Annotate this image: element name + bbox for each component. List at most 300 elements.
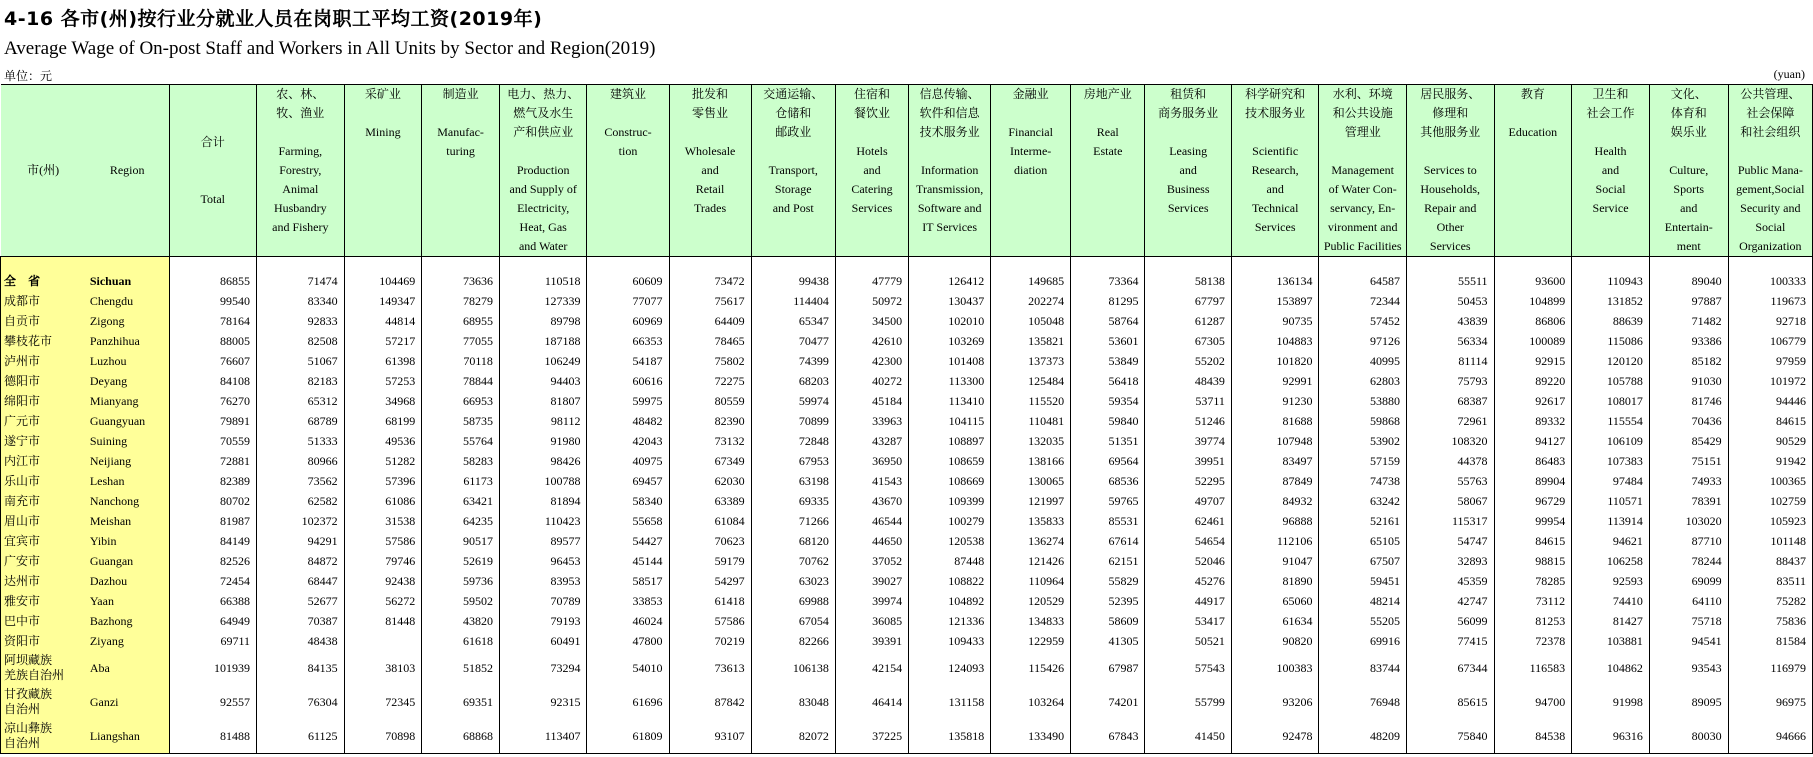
wage-value-cell: 101820 [1231, 351, 1319, 371]
wage-value-cell: 89577 [499, 531, 587, 551]
wage-value-cell: 80030 [1649, 719, 1728, 754]
header-label-cn: 文化、 体育和 娱乐业 [1670, 87, 1707, 139]
wage-value-cell: 63421 [422, 491, 500, 511]
wage-value-cell: 103881 [1572, 631, 1650, 651]
wage-value-cell: 115317 [1406, 511, 1494, 531]
wage-value-cell: 51333 [257, 431, 345, 451]
region-name-cell: Guangan [86, 551, 169, 571]
wage-value-cell: 87842 [669, 685, 751, 719]
wage-value-cell: 75718 [1649, 611, 1728, 631]
wage-value-cell: 125484 [991, 371, 1071, 391]
wage-value-cell: 77077 [587, 291, 669, 311]
wage-value-cell: 57452 [1319, 311, 1407, 331]
wage-value-cell: 70559 [169, 431, 257, 451]
header-label-cn: 农、林、 牧、渔业 [276, 87, 325, 120]
wage-value-cell: 77415 [1406, 631, 1494, 651]
wage-value-cell: 51282 [344, 451, 422, 471]
wage-value-cell: 62461 [1145, 511, 1231, 531]
wage-value-cell: 74201 [1071, 685, 1145, 719]
wage-value-cell: 55763 [1406, 471, 1494, 491]
region-name-cell: Dazhou [86, 571, 169, 591]
wage-value-cell: 106258 [1572, 551, 1650, 571]
wage-value-cell: 67987 [1071, 651, 1145, 685]
wage-value-cell: 69335 [751, 491, 835, 511]
wage-value-cell: 100365 [1728, 471, 1812, 491]
wage-value-cell: 103269 [909, 331, 991, 351]
wage-value-cell: 57586 [669, 611, 751, 631]
region-name-cell: Panzhihua [86, 331, 169, 351]
wage-value-cell: 68199 [344, 411, 422, 431]
wage-value-cell: 41305 [1071, 631, 1145, 651]
wage-value-cell: 79746 [344, 551, 422, 571]
wage-value-cell: 68868 [422, 719, 500, 754]
wage-value-cell: 100279 [909, 511, 991, 531]
wage-value-cell: 36950 [835, 451, 908, 471]
wage-value-cell: 46024 [587, 611, 669, 631]
wage-value-cell: 67797 [1145, 291, 1231, 311]
wage-value-cell: 135833 [991, 511, 1071, 531]
header-label-en: Services to Households, Repair and Other Services [1420, 163, 1481, 253]
wage-value-cell: 104892 [909, 591, 991, 611]
wage-value-cell: 44814 [344, 311, 422, 331]
wage-value-cell: 83511 [1728, 571, 1812, 591]
wage-value-cell: 92557 [169, 685, 257, 719]
region-name-cell: Yaan [86, 591, 169, 611]
wage-value-cell: 91030 [1649, 371, 1728, 391]
wage-value-cell: 64949 [169, 611, 257, 631]
wage-value-cell: 105923 [1728, 511, 1812, 531]
header-label-cn: 建筑业 [609, 87, 646, 101]
wage-value-cell: 78285 [1494, 571, 1572, 591]
wage-value-cell: 40272 [835, 371, 908, 391]
wage-value-cell: 72881 [169, 451, 257, 471]
wage-value-cell: 34968 [344, 391, 422, 411]
wage-value-cell: 106138 [751, 651, 835, 685]
wage-value-cell: 96888 [1231, 511, 1319, 531]
wage-value-cell: 93600 [1494, 271, 1572, 291]
wage-value-cell: 33963 [835, 411, 908, 431]
wage-value-cell: 54427 [587, 531, 669, 551]
wage-value-cell: 100089 [1494, 331, 1572, 351]
wage-value-cell: 70898 [344, 719, 422, 754]
wage-value-cell: 96729 [1494, 491, 1572, 511]
wage-value-cell: 83744 [1319, 651, 1407, 685]
wage-value-cell: 39951 [1145, 451, 1231, 471]
spacer-cell [1145, 257, 1231, 272]
wage-value-cell: 94127 [1494, 431, 1572, 451]
wage-value-cell: 70899 [751, 411, 835, 431]
wage-value-cell: 70219 [669, 631, 751, 651]
wage-value-cell: 80559 [669, 391, 751, 411]
wage-value-cell: 81894 [499, 491, 587, 511]
header-label-en: Production and Supply of Electricity, Heat, Gas and Water [509, 163, 577, 253]
wage-value-cell: 69988 [751, 591, 835, 611]
wage-value-cell: 78244 [1649, 551, 1728, 571]
wage-value-cell: 96975 [1728, 685, 1812, 719]
wage-value-cell: 82183 [257, 371, 345, 391]
wage-value-cell: 69457 [587, 471, 669, 491]
wage-value-cell: 72961 [1406, 411, 1494, 431]
wage-value-cell: 104899 [1494, 291, 1572, 311]
wage-value-cell: 63242 [1319, 491, 1407, 511]
region-name-cell: Luzhou [86, 351, 169, 371]
header-column [1728, 85, 1812, 257]
wage-value-cell: 68387 [1406, 391, 1494, 411]
wage-value-cell: 38103 [344, 651, 422, 685]
header-label-cn: 租赁和 商务服务业 [1158, 87, 1219, 120]
wage-value-cell: 101972 [1728, 371, 1812, 391]
wage-value-cell: 92833 [257, 311, 345, 331]
wage-value-cell: 61809 [587, 719, 669, 754]
wage-value-cell: 51852 [422, 651, 500, 685]
wage-value-cell: 74738 [1319, 471, 1407, 491]
wage-value-cell: 44650 [835, 531, 908, 551]
wage-value-cell: 89220 [1494, 371, 1572, 391]
wage-value-cell: 89332 [1494, 411, 1572, 431]
region-name-cell: Mianyang [86, 391, 169, 411]
wage-value-cell: 107948 [1231, 431, 1319, 451]
wage-value-cell: 52619 [422, 551, 500, 571]
wage-value-cell: 41543 [835, 471, 908, 491]
wage-value-cell: 76270 [169, 391, 257, 411]
header-label-cn: 教育 [1520, 87, 1545, 101]
spacer-cell [1494, 257, 1572, 272]
wage-value-cell: 75151 [1649, 451, 1728, 471]
wage-value-cell: 48482 [587, 411, 669, 431]
table-row [1, 491, 1813, 511]
wage-value-cell: 113410 [909, 391, 991, 411]
wage-value-cell: 51246 [1145, 411, 1231, 431]
wage-value-cell: 70387 [257, 611, 345, 631]
region-name-cell: Yibin [86, 531, 169, 551]
wage-value-cell: 83497 [1231, 451, 1319, 471]
wage-value-cell: 149685 [991, 271, 1071, 291]
wage-value-cell: 108017 [1572, 391, 1650, 411]
wage-value-cell: 59736 [422, 571, 500, 591]
header-column [499, 85, 587, 257]
wage-value-cell: 57159 [1319, 451, 1407, 471]
unit-label-en: (yuan) [1773, 67, 1805, 81]
wage-value-cell: 70436 [1649, 411, 1728, 431]
wage-value-cell: 69711 [169, 631, 257, 651]
wage-value-cell: 57586 [344, 531, 422, 551]
wage-value-cell: 42300 [835, 351, 908, 371]
wage-value-cell: 67054 [751, 611, 835, 631]
wage-value-cell: 101408 [909, 351, 991, 371]
wage-value-cell: 82390 [669, 411, 751, 431]
wage-value-cell: 61173 [422, 471, 500, 491]
wage-value-cell: 109433 [909, 631, 991, 651]
wage-value-cell: 102759 [1728, 491, 1812, 511]
wage-value-cell: 58067 [1406, 491, 1494, 511]
wage-value-cell: 75836 [1728, 611, 1812, 631]
table-title-cn: 4-16 各市(州)按行业分就业人员在岗职工平均工资(2019年) [4, 8, 543, 30]
wage-value-cell: 57217 [344, 331, 422, 351]
wage-value-cell: 61125 [257, 719, 345, 754]
wage-value-cell: 77055 [422, 331, 500, 351]
wage-value-cell: 73613 [669, 651, 751, 685]
wage-value-cell: 59975 [587, 391, 669, 411]
wage-value-cell: 82389 [169, 471, 257, 491]
wage-value-cell: 50972 [835, 291, 908, 311]
wage-value-cell: 56334 [1406, 331, 1494, 351]
header-label-cn: 公共管理、 社会保障 和社会组织 [1740, 87, 1801, 139]
header-label-en: Health and Social Service [1592, 144, 1629, 215]
wage-value-cell: 66953 [422, 391, 500, 411]
table-body [1, 257, 1813, 754]
wage-value-cell: 67953 [751, 451, 835, 471]
header-label-cn: 住宿和 餐饮业 [853, 87, 890, 120]
city-name-cell: 甘孜藏族 自治州 [1, 685, 86, 719]
wage-value-cell: 104115 [909, 411, 991, 431]
wage-value-cell: 48438 [257, 631, 345, 651]
wage-value-cell: 110943 [1572, 271, 1650, 291]
wage-value-cell: 74933 [1649, 471, 1728, 491]
table-row [1, 591, 1813, 611]
wage-value-cell: 81295 [1071, 291, 1145, 311]
wage-value-cell: 68536 [1071, 471, 1145, 491]
header-label-cn: 制造业 [442, 87, 479, 101]
table-row [1, 331, 1813, 351]
wage-value-cell: 115426 [991, 651, 1071, 685]
header-city: 市(州) [1, 85, 86, 257]
wage-value-cell: 59868 [1319, 411, 1407, 431]
header-column [1406, 85, 1494, 257]
wage-value-cell: 54187 [587, 351, 669, 371]
wage-value-cell: 72378 [1494, 631, 1572, 651]
header-column [422, 85, 500, 257]
wage-value-cell: 153897 [1231, 291, 1319, 311]
wage-value-cell: 62030 [669, 471, 751, 491]
wage-value-cell: 82526 [169, 551, 257, 571]
table-header [1, 85, 1813, 257]
wage-value-cell: 133490 [991, 719, 1071, 754]
wage-value-cell: 73562 [257, 471, 345, 491]
region-name-cell: Bazhong [86, 611, 169, 631]
table-row [1, 551, 1813, 571]
wage-value-cell: 37052 [835, 551, 908, 571]
wage-value-cell: 108659 [909, 451, 991, 471]
wage-value-cell [344, 631, 422, 651]
header-label-en: Education [1508, 125, 1558, 139]
spacer-cell [835, 257, 908, 272]
wage-value-cell: 94666 [1728, 719, 1812, 754]
wage-value-cell: 101148 [1728, 531, 1812, 551]
wage-value-cell: 76304 [257, 685, 345, 719]
wage-value-cell: 70623 [669, 531, 751, 551]
wage-value-cell: 110481 [991, 411, 1071, 431]
header-column [751, 85, 835, 257]
city-name-cell: 凉山彝族 自治州 [1, 719, 86, 754]
wage-value-cell: 62151 [1071, 551, 1145, 571]
spacer-cell [1071, 257, 1145, 272]
wage-value-cell: 39027 [835, 571, 908, 591]
wage-value-cell: 98112 [499, 411, 587, 431]
spacer-cell [422, 257, 500, 272]
wage-value-cell: 92315 [499, 685, 587, 719]
wage-value-cell: 94291 [257, 531, 345, 551]
spacer-cell [751, 257, 835, 272]
table-row [1, 685, 1813, 719]
wage-value-cell: 66388 [169, 591, 257, 611]
wage-value-cell: 135821 [991, 331, 1071, 351]
wage-value-cell: 83340 [257, 291, 345, 311]
wage-value-cell: 58340 [587, 491, 669, 511]
header-label-en: Scientific Research, and Technical Services [1251, 144, 1299, 234]
wage-value-cell: 86483 [1494, 451, 1572, 471]
wage-value-cell: 91998 [1572, 685, 1650, 719]
wage-value-cell: 65105 [1319, 531, 1407, 551]
region-name-cell: Chengdu [86, 291, 169, 311]
wage-value-cell: 81488 [169, 719, 257, 754]
wage-value-cell: 70762 [751, 551, 835, 571]
wage-value-cell: 60969 [587, 311, 669, 331]
wage-value-cell: 63023 [751, 571, 835, 591]
wage-value-cell: 110518 [499, 271, 587, 291]
wage-value-cell: 108897 [909, 431, 991, 451]
header-label-en: Management of Water Con- servancy, En- vironment and Public Facilities [1323, 163, 1402, 253]
city-name-cell: 绵阳市 [1, 391, 86, 411]
wage-value-cell: 59502 [422, 591, 500, 611]
wage-value-cell: 85531 [1071, 511, 1145, 531]
wage-value-cell: 55658 [587, 511, 669, 531]
wage-value-cell: 44378 [1406, 451, 1494, 471]
wage-value-cell: 96316 [1572, 719, 1650, 754]
wage-value-cell: 61084 [669, 511, 751, 531]
city-name-cell: 德阳市 [1, 371, 86, 391]
wage-value-cell: 81688 [1231, 411, 1319, 431]
wage-value-cell: 55202 [1145, 351, 1231, 371]
wage-value-cell: 64587 [1319, 271, 1407, 291]
city-name-cell: 遂宁市 [1, 431, 86, 451]
city-name-cell: 全 省 [1, 271, 86, 291]
wage-value-cell: 91230 [1231, 391, 1319, 411]
wage-value-cell: 55511 [1406, 271, 1494, 291]
wage-value-cell: 61418 [669, 591, 751, 611]
wage-value-cell: 56272 [344, 591, 422, 611]
wage-value-cell: 42154 [835, 651, 908, 685]
region-name-cell: Liangshan [86, 719, 169, 754]
wage-value-cell: 54010 [587, 651, 669, 685]
wage-value-cell: 113914 [1572, 511, 1650, 531]
wage-value-cell: 94700 [1494, 685, 1572, 719]
wage-value-cell: 56418 [1071, 371, 1145, 391]
wage-value-cell: 49707 [1145, 491, 1231, 511]
wage-value-cell: 50453 [1406, 291, 1494, 311]
wage-value-cell: 98426 [499, 451, 587, 471]
wage-value-cell: 81427 [1572, 611, 1650, 631]
spacer-cell [669, 257, 751, 272]
spacer-cell [1231, 257, 1319, 272]
header-column [1649, 85, 1728, 257]
wage-value-cell: 96453 [499, 551, 587, 571]
wage-value-cell: 120120 [1572, 351, 1650, 371]
wage-value-cell: 131158 [909, 685, 991, 719]
wage-value-cell: 80702 [169, 491, 257, 511]
wage-value-cell: 88437 [1728, 551, 1812, 571]
wage-value-cell: 87849 [1231, 471, 1319, 491]
city-name-cell: 阿坝藏族 羌族自治州 [1, 651, 86, 685]
wage-value-cell: 58138 [1145, 271, 1231, 291]
wage-value-cell: 100788 [499, 471, 587, 491]
wage-value-cell: 48214 [1319, 591, 1407, 611]
region-name-cell: Leshan [86, 471, 169, 491]
wage-value-cell: 60609 [587, 271, 669, 291]
header-label-en: Financial Interme- diation [1008, 125, 1053, 177]
wage-value-cell: 68447 [257, 571, 345, 591]
header-column [1319, 85, 1407, 257]
wage-value-cell: 84149 [169, 531, 257, 551]
header-column [835, 85, 908, 257]
wage-value-cell: 67349 [669, 451, 751, 471]
wage-value-cell: 119673 [1728, 291, 1812, 311]
wage-value-cell: 42043 [587, 431, 669, 451]
wage-value-cell: 81114 [1406, 351, 1494, 371]
wage-value-cell: 106779 [1728, 331, 1812, 351]
wage-value-cell: 93206 [1231, 685, 1319, 719]
wage-value-cell: 88005 [169, 331, 257, 351]
wage-value-cell: 121997 [991, 491, 1071, 511]
table-title-en: Average Wage of On-post Staff and Workers in All Units by Sector and Region(2019) [4, 38, 656, 59]
header-label-en: Culture, Sports and Entertain- ment [1664, 163, 1713, 253]
wage-value-cell: 75282 [1728, 591, 1812, 611]
wage-value-cell: 81987 [169, 511, 257, 531]
wage-value-cell: 63198 [751, 471, 835, 491]
header-column [1231, 85, 1319, 257]
wage-value-cell: 72454 [169, 571, 257, 591]
wage-value-cell: 92915 [1494, 351, 1572, 371]
spacer-cell [499, 257, 587, 272]
wage-value-cell: 73132 [669, 431, 751, 451]
wage-value-cell: 53601 [1071, 331, 1145, 351]
wage-value-cell: 130065 [991, 471, 1071, 491]
wage-value-cell: 73112 [1494, 591, 1572, 611]
wage-value-cell: 103020 [1649, 511, 1728, 531]
wage-value-cell: 53417 [1145, 611, 1231, 631]
wage-value-cell: 65060 [1231, 591, 1319, 611]
wage-value-cell: 120538 [909, 531, 991, 551]
wage-value-cell: 108320 [1406, 431, 1494, 451]
wage-value-cell: 202274 [991, 291, 1071, 311]
wage-value-cell: 53902 [1319, 431, 1407, 451]
wage-value-cell: 45184 [835, 391, 908, 411]
wage-value-cell: 55829 [1071, 571, 1145, 591]
spacer-cell [1572, 257, 1650, 272]
wage-value-cell: 50521 [1145, 631, 1231, 651]
wage-value-cell: 63389 [669, 491, 751, 511]
wage-value-cell: 84135 [257, 651, 345, 685]
wage-value-cell: 60491 [499, 631, 587, 651]
wage-value-cell: 58517 [587, 571, 669, 591]
wage-value-cell: 62582 [257, 491, 345, 511]
region-name-cell: Guangyuan [86, 411, 169, 431]
region-name-cell: Neijiang [86, 451, 169, 471]
wage-value-cell: 124093 [909, 651, 991, 685]
wage-value-cell: 108669 [909, 471, 991, 491]
wage-value-cell: 43820 [422, 611, 500, 631]
wage-value-cell: 71482 [1649, 311, 1728, 331]
unit-label-cn: 单位：元 [4, 69, 53, 83]
wage-value-cell: 81253 [1494, 611, 1572, 631]
wage-value-cell: 58609 [1071, 611, 1145, 631]
wage-value-cell: 91942 [1728, 451, 1812, 471]
wage-value-cell: 91047 [1231, 551, 1319, 571]
wage-value-cell: 59451 [1319, 571, 1407, 591]
wage-value-cell: 113407 [499, 719, 587, 754]
wage-value-cell: 45276 [1145, 571, 1231, 591]
city-name-cell: 广元市 [1, 411, 86, 431]
city-name-cell: 内江市 [1, 451, 86, 471]
